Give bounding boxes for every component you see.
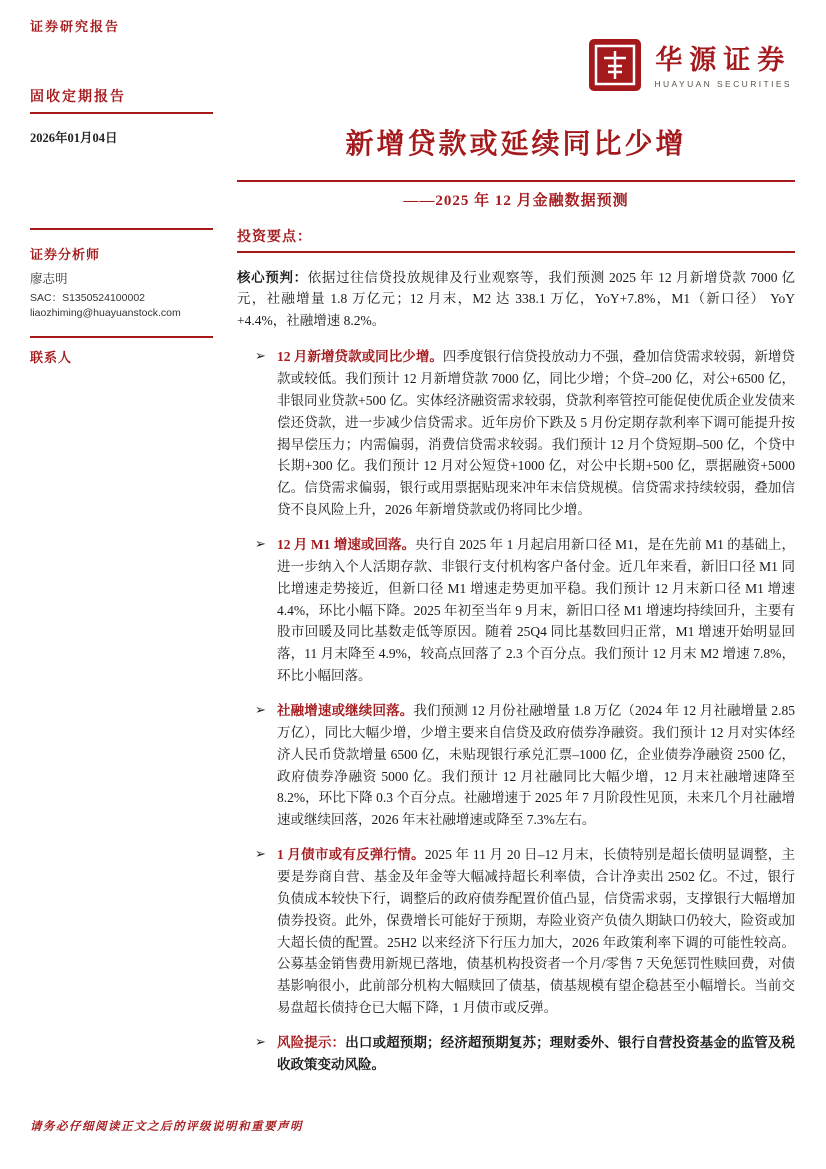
list-item bbox=[237, 700, 795, 831]
core-forecast-body: 依据过往信贷投放规律及行业观察等，我们预测 2025 年 12 月新增贷款 7000 亿元，社融增量 1.8 万亿元；12 月末，M2 达 338.1 万亿，YoY+7.8%，M1（新口径） YoY +4.4%，社融增速 8.2%。 bbox=[237, 269, 796, 329]
bullet-lead: 社融增速或继续回落。 bbox=[277, 702, 414, 718]
bullet-lead: 12 月 M1 增速或回落。 bbox=[277, 536, 416, 552]
bullet-arrow-icon: ➢ bbox=[255, 349, 266, 365]
analyst-name: 廖志明 bbox=[30, 272, 68, 286]
report-type-banner: 证券研究报告 bbox=[30, 19, 121, 34]
analyst-email[interactable]: liaozhiming@huayuanstock.com bbox=[30, 307, 181, 319]
divider bbox=[237, 180, 795, 182]
analyst-section-title: 证券分析师 bbox=[30, 247, 101, 262]
disclaimer-note: 请务必仔细阅读正文之后的评级说明和重要声明 bbox=[30, 1121, 303, 1133]
brand-name-en: HUAYUAN SECURITIES bbox=[654, 78, 792, 89]
bullet-lead: 1 月债市或有反弹行情。 bbox=[277, 847, 425, 863]
report-date: 2026年01月04日 bbox=[30, 131, 118, 145]
list-item bbox=[237, 1032, 795, 1076]
brand-name-cn: 华源证券 bbox=[655, 45, 792, 76]
seal-icon bbox=[588, 38, 642, 97]
core-forecast-paragraph bbox=[237, 267, 795, 333]
bullet-arrow-icon: ➢ bbox=[255, 1035, 266, 1050]
bullet-body: 央行自 2025 年 1 月起启用新口径 M1，是在先前 M1 的基础上，进一步纳入个人活期存款、非银行支付机构客户备付金。近几年来看，新旧口径 M1 同比增速走势接近，但新口径 M1 增速走势更加平稳。我们预计 12 月末新口径 M1 增速 4.4%，环比小幅下降。2025 年初至当年 9 月末，新旧口径 M1 增速均持续回升，主要有股市回暖及同比基数走低等原因。随着 25Q4 同比基数回归正常，M1 增速开始明显回落，11 月末降至 4.9%，较高点回落了 2.3 个百分点。我们预计 12 月末 M2 增速 7.8%，环比小幅回落。 bbox=[277, 536, 795, 684]
bullet-arrow-icon: ➢ bbox=[255, 536, 266, 552]
report-category: 固收定期报告 bbox=[30, 90, 126, 105]
report-body bbox=[237, 112, 795, 1089]
core-forecast-lead: 核心预判： bbox=[237, 269, 308, 285]
analyst-sac-number: SAC：S1350524100002 bbox=[30, 292, 146, 304]
section-heading-key-points: 投资要点： bbox=[237, 230, 312, 245]
contact-section-title: 联系人 bbox=[30, 350, 73, 365]
bullet-lead: 12 月新增贷款或同比少增。 bbox=[277, 349, 443, 365]
list-item bbox=[237, 346, 795, 521]
divider bbox=[30, 112, 213, 114]
list-item bbox=[237, 534, 795, 687]
bullet-arrow-icon: ➢ bbox=[255, 847, 266, 863]
bullet-arrow-icon: ➢ bbox=[255, 702, 266, 718]
divider bbox=[237, 251, 795, 253]
bullet-body: 四季度银行信贷投放动力不强，叠加信贷需求较弱，新增贷款或较低。我们预计 12 月新增贷款 7000 亿，同比少增；个贷–200 亿，对公+6500 亿，非银同业贷款+500 亿。实体经济融资需求较弱，贷款利率管控可能促使优质企业发债来偿还贷款，进一步减少信贷需求。近年房价下跌及 5 月份定期存款利率下调可能提升按揭早偿压力；内需偏弱，消费信贷需求较弱。我们预计 12 月个贷短期–500 亿，个贷中长期+300 亿。我们预计 12 月对公短贷+1000 亿，对公中长期+500 亿，票据融资+5000 亿。信贷需求偏弱，银行或用票据贴现来冲年末信贷规模。信贷需求持续较弱，叠加信贷不良风险上升，2026 年新增贷款或仍将同比少增。 bbox=[277, 349, 796, 518]
bullet-body: 我们预测 12 月份社融增量 1.8 万亿（2024 年 12 月社融增量 2.85 万亿），同比大幅少增，少增主要来自信贷及政府债券净融资。我们预计 12 月对实体经济人民币贷款增量 6500 亿，未贴现银行承兑汇票–1000 亿，企业债券净融资 2500 亿，政府债券净融资 5000 亿。我们预计 12 月社融同比大幅少增，12 月末社融增速降至 8.2%，环比下降 0.3 个百分点。社融增速于 2025 年 7 月阶段性见顶，未来几个月社融增速或继续回落，2026 年末社融增速或降至 7.3%左右。 bbox=[277, 702, 796, 828]
divider bbox=[30, 228, 213, 230]
list-item bbox=[237, 844, 795, 1019]
bullet-body: 2025 年 11 月 20 日–12 月末，长债特别是超长债明显调整，主要是券商自营、基金及年金等大幅减持超长利率债，合计净卖出 2502 亿。不过，银行负债成本较快下行，调整后的政府债券配置价值凸显，信贷需求弱，支撑银行大幅增加债券投资。此外，保费增长可能好于预期，寿险业资产负债久期缺口仍较大，险资或加大超长债的配置。25H2 以来经济下行压力加大，2026 年政策利率下调的可能性较高。公募基金销售费用新规已落地，债基机构投资者一个月/零售 7 天免惩罚性赎回费，对债基影响很小，此前部分机构大幅赎回了债基，债基规模有望企稳甚至小幅增长。当前交易盘超长债持仓已大幅下降，1 月债市或反弹。 bbox=[277, 847, 796, 1016]
risk-warning-lead: 风险提示： bbox=[277, 1035, 346, 1050]
key-points-list bbox=[237, 346, 795, 1076]
page-subtitle: ——2025 年 12 月金融数据预测 bbox=[403, 193, 629, 209]
divider bbox=[30, 336, 213, 338]
brand-logo bbox=[588, 38, 792, 97]
risk-warning-body: 出口或超预期；经济超预期复苏；理财委外、银行自营投资基金的监管及税收政策变动风险。 bbox=[277, 1035, 796, 1072]
page-title: 新增贷款或延续同比少增 bbox=[345, 129, 687, 160]
